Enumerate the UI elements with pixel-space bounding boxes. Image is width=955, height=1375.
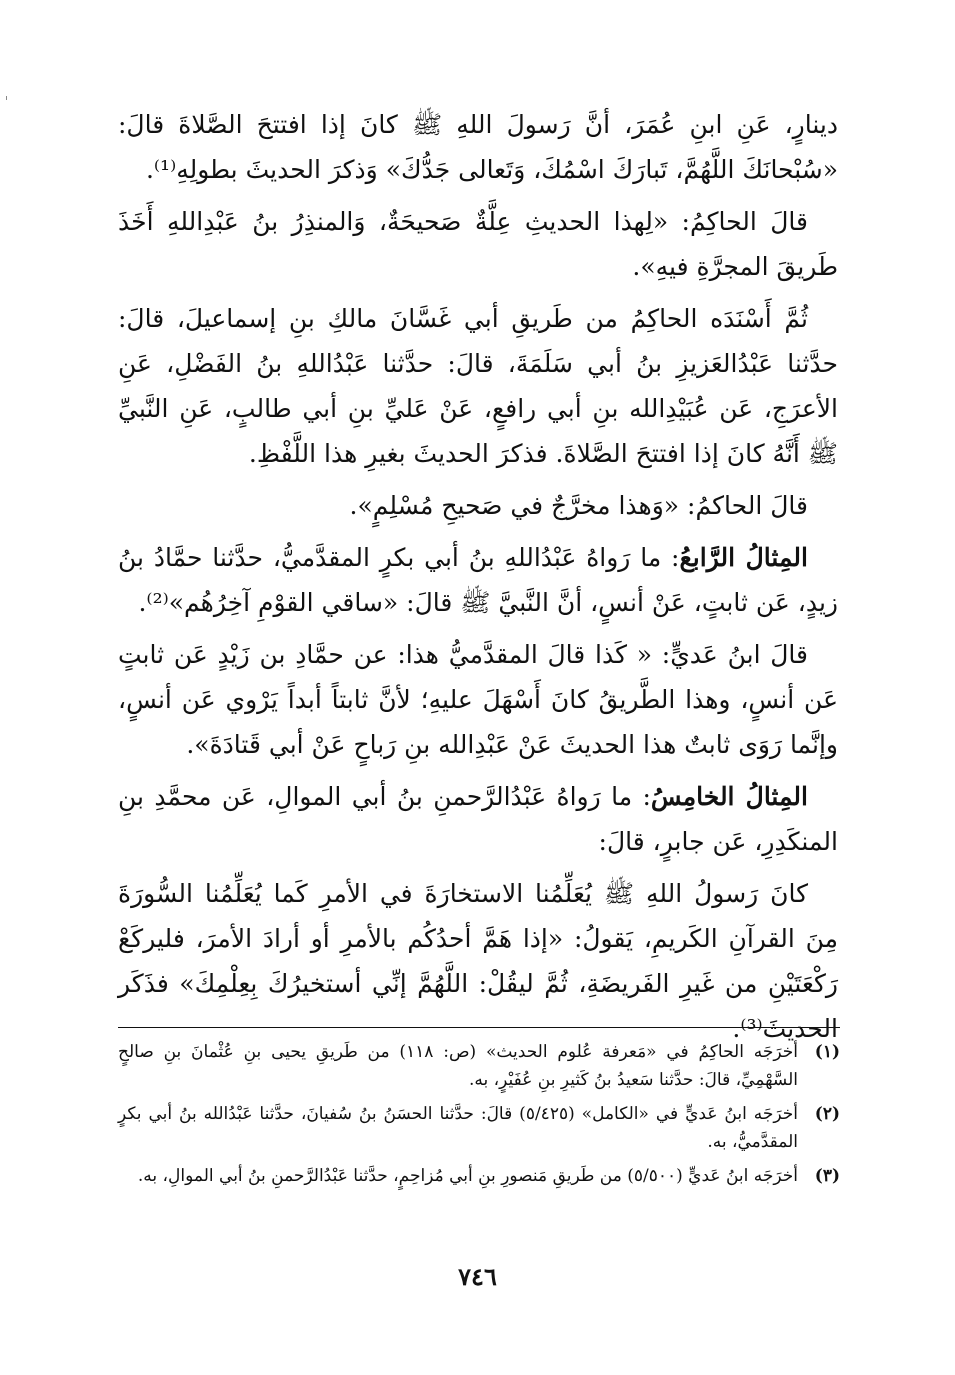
margin-mark <box>6 96 7 100</box>
footnote-text: أخرَجَه ابنُ عَديٍّ في «الكامل» (٥/٤٢٥) قالَ: حدَّثنا الحسَنُ بنُ سُفيانَ، حدَّثنا عَبْدُالله بنُ أبي بكرٍ المقدَّميُّ، به. <box>118 1104 798 1152</box>
footnote-3 <box>118 1162 840 1190</box>
example-four-text: : ما رَواهُ عَبْدُاللهِ بنُ أبي بكرٍ المقدَّميُّ، حدَّثنا حمَّادُ بنُ زيدٍ، عَن ثابتٍ، عَنْ أنسٍ، أنَّ النَّبيَّ ﷺ قالَ: «ساقي القوْمِ آخِرُهُم»⁽²⁾. <box>118 543 838 617</box>
footnote-2 <box>118 1100 840 1156</box>
paragraph-3: ثُمَّ أَسْنَدَه الحاكِمُ من طَريقِ أبي غَسَّانَ مالكِ بنِ إسماعيلَ، قالَ: حدَّثنا عَبْدُالعَزيزِ بنُ أبي سَلَمَةَ، قالَ: حدَّثنا عَبْدُاللهِ بنُ الفَضْلِ، عَنِ الأعرَجِ، عَن عُبَيْدِالله بنِ أبي رافعٍ، عَنْ عَليِّ بنِ أبي طالبٍ، عَنِ النَّبيِّ ﷺ أَنَّهُ كانَ إذا افتتحَ الصَّلاةَ. فذكرَ الحديثَ بغيرِ هذا اللَّفْظِ. <box>118 304 838 468</box>
footnote-1 <box>118 1038 840 1094</box>
footnote-divider <box>118 1027 840 1028</box>
footnote-number: (١) <box>814 1042 840 1062</box>
footnote-text: أخرَجَه الحاكِمُ في «مَعرفة عُلوم الحديث» (ص: ١١٨) من طَريقِ يحيى بنِ عُثْمانَ بنِ صالحٍ السَّهْمِيِّ، قالَ: حدَّثنا سَعيدُ بنُ كَثيرِ بنِ عُفَيْرٍ، به. <box>118 1042 798 1090</box>
page-number: ٧٤٦ <box>458 1262 497 1291</box>
footnotes <box>118 1038 840 1196</box>
paragraph-7 <box>118 774 838 864</box>
example-four-heading: المِثالُ الرَّابعُ <box>679 543 808 572</box>
example-five-heading: المِثالُ الخامِسُ <box>650 782 808 811</box>
footnote-text: أخرَجَه ابنُ عَديٍّ (٥/٥٠٠) من طَريقِ مَنصورِ بنِ أبي مُزاحِمٍ، حدَّثنا عَبْدُالرَّحمنِ بنُ أبي الموالِ، به. <box>137 1166 798 1186</box>
paragraph-4: قالَ الحاكمُ: «وَهذا مخرَّجٌ في صَحيحِ مُسْلِمٍ». <box>349 491 808 520</box>
paragraph-6: قالَ ابنُ عَديٍّ: « كَذا قالَ المقدَّميُّ هذا: عن حمَّادِ بن زَيْدٍ عَن ثابتٍ عَن أنسٍ، وهذا الطَّريقُ كانَ أَسْهَلَ عليهِ؛ لأنَّ ثابتاً أبداً يَرْوي عَن أنسٍ، وإنَّما رَوَى ثابتٌ هذا الحديثَ عَنْ عَبْدِالله بنِ رَباحٍ عَنْ أبي قَتادَةَ». <box>118 640 838 759</box>
paragraph-5 <box>118 535 838 625</box>
paragraph-8: كانَ رَسولُ اللهِ ﷺ يُعَلِّمُنا الاستخارَةَ في الأمرِ كَما يُعَلِّمُنا السُّورَةَ مِنَ القرآنِ الكَريمِ، يَقولُ: «إذا هَمَّ أحدُكُم بالأمرِ أو أرادَ الأمرَ، فليركَعْ رَكْعَتَيْنِ من غَيرِ الفَريضَةِ، ثُمَّ ليقُلْ: اللَّهُمَّ إنِّي أستخيرُكَ بِعِلْمِكَ» فذَكَر الحديثَ⁽³⁾. <box>118 879 838 1043</box>
footnote-number: (٣) <box>814 1166 840 1186</box>
example-five-text: : ما رَواهُ عَبْدُالرَّحمنِ بنُ أبي الموالِ، عَن محمَّدِ بنِ المنكَدِرِ، عَن جابرٍ، قالَ: <box>118 782 838 856</box>
footnote-number: (٢) <box>814 1104 840 1124</box>
paragraph-2: قالَ الحاكِمُ: «لِهذا الحديثِ عِلَّةٌ صَحيحَةٌ، وَالمنذِرُ بنُ عَبْدِاللهِ أَخَذَ طَريقَ المجرَّةِ فيهِ». <box>118 207 838 281</box>
main-text <box>118 102 838 1058</box>
paragraph-1: دينارٍ، عَنِ ابنِ عُمَرَ، أنَّ رَسولَ اللهِ ﷺ كانَ إذا افتتحَ الصَّلاةَ قالَ: «سُبْحانَكَ اللَّهُمَّ، تَبارَكَ اسْمُكَ، وَتَعالى جَدُّكَ» وَذكرَ الحديثَ بطولِهِ⁽¹⁾. <box>118 110 838 184</box>
